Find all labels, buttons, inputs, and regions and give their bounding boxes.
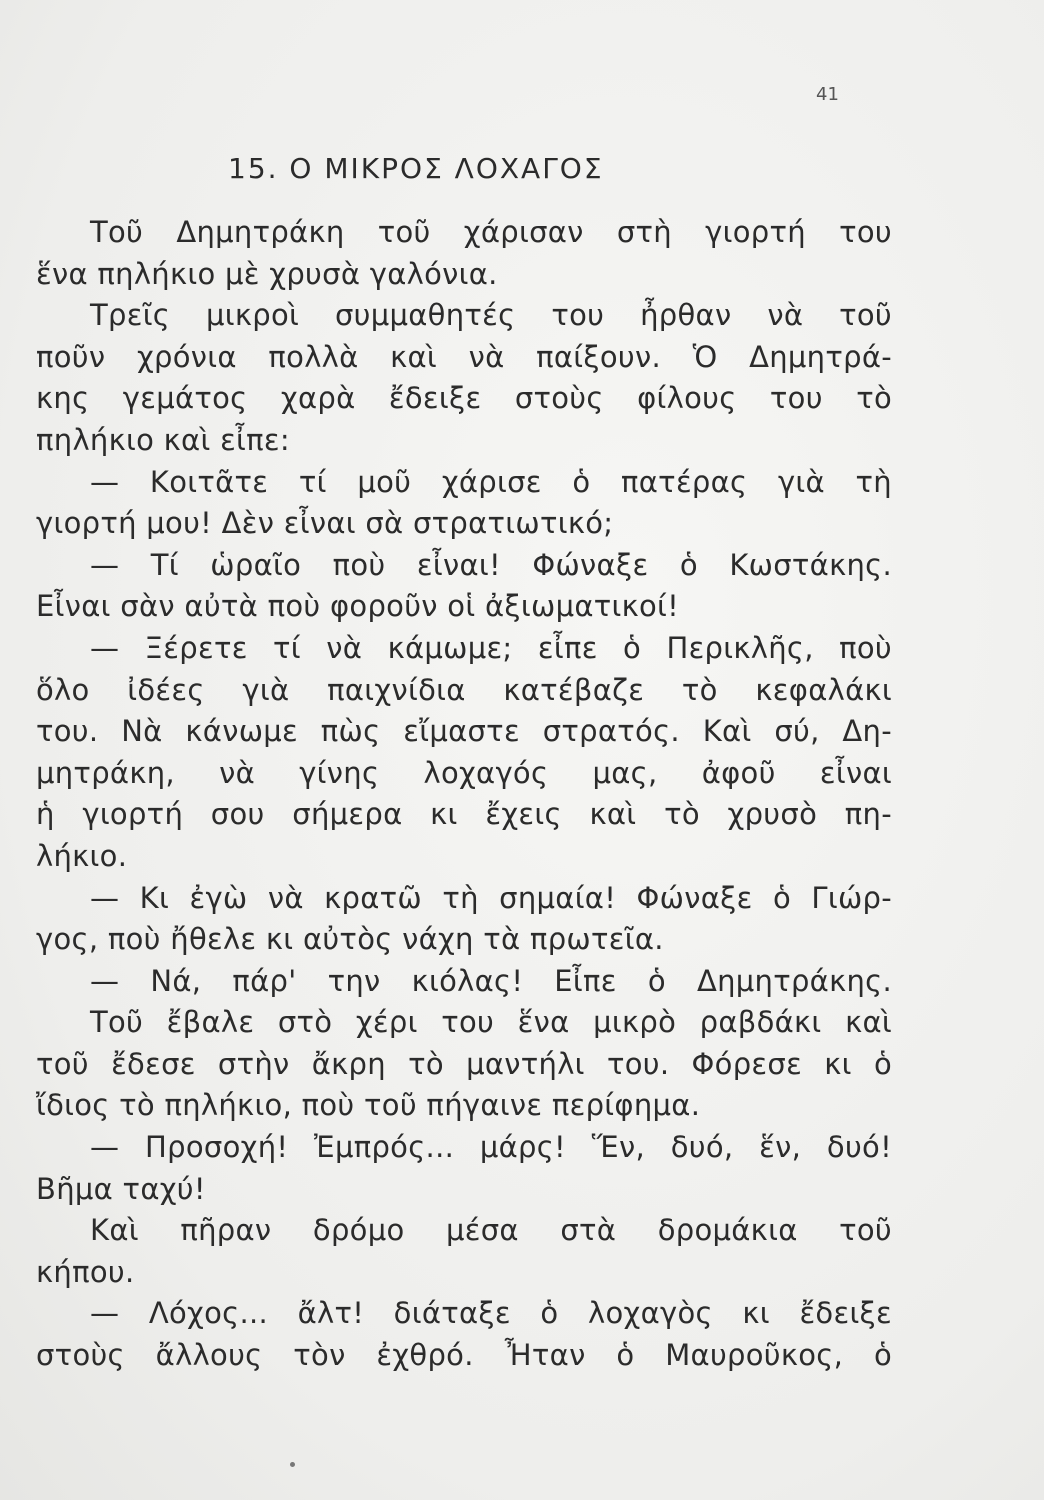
text-line: μητράκη, νὰ γίνης λοχαγός μας, ἀφοῦ εἶναι <box>36 755 892 790</box>
body-text <box>36 212 892 1377</box>
text-line: Βῆμα ταχύ! <box>36 1171 206 1206</box>
text-line: — Προσοχή! Ἐμπρός... μάρς! Ἕν, δυό, ἕν, δυό! <box>90 1130 892 1165</box>
text-line: κήπου. <box>36 1254 135 1289</box>
text-line: — Νά, πάρ' την κιόλας! Εἶπε ὁ Δημητράκης. <box>90 963 892 998</box>
text-line: στοὺς ἄλλους τὸν ἐχθρό. Ἦταν ὁ Μαυροῦκος, ὁ <box>36 1338 892 1373</box>
text-line: Τοῦ Δημητράκη τοῦ χάρισαν στὴ γιορτή του <box>90 215 892 249</box>
text-line: ἡ γιορτή σου σήμερα κι ἔχεις καὶ τὸ χρυσὸ πη- <box>36 797 892 832</box>
text-line: — Τί ὡραῖο ποὺ εἶναι! Φώναξε ὁ Κωστάκης. <box>90 547 892 582</box>
ink-speck <box>290 1462 295 1467</box>
text-line: — Ξέρετε τί νὰ κάμωμε; εἶπε ὁ Περικλῆς, ποὺ <box>90 630 892 665</box>
text-line: — Λόχος... ἄλτ! διάταξε ὁ λοχαγὸς κι ἔδειξε <box>90 1296 892 1331</box>
text-line: λήκιο. <box>36 838 128 873</box>
text-line: Εἶναι σὰν αὐτὰ ποὺ φοροῦν οἱ ἀξιωματικοί! <box>36 589 680 624</box>
page-number: 41 <box>816 84 839 105</box>
text-line: πηλήκιο καὶ εἶπε: <box>36 422 290 457</box>
text-line: κης γεμάτος χαρὰ ἔδειξε στοὺς φίλους του τὸ <box>36 381 892 416</box>
text-line: ὅλο ἰδέες γιὰ παιχνίδια κατέβαζε τὸ κεφαλάκι <box>36 672 892 707</box>
text-line: — Κοιτᾶτε τί μοῦ χάρισε ὁ πατέρας γιὰ τὴ <box>90 464 892 499</box>
text-line: ἴδιος τὸ πηλήκιο, ποὺ τοῦ πήγαινε περίφημα. <box>36 1088 701 1123</box>
text-line: γος, ποὺ ἤθελε κι αὐτὸς νάχη τὰ πρωτεῖα. <box>36 922 664 957</box>
text-line: ποῦν χρόνια πολλὰ καὶ νὰ παίξουν. Ὁ Δημητρά- <box>36 339 892 374</box>
text-line: Καὶ πῆραν δρόμο μέσα στὰ δρομάκια τοῦ <box>90 1213 892 1248</box>
text-line: — Κι ἐγὼ νὰ κρατῶ τὴ σημαία! Φώναξε ὁ Γιώρ- <box>90 880 892 915</box>
text-line: του. Νὰ κάνωμε πὼς εἴμαστε στρατός. Καὶ σύ, Δη- <box>36 714 892 749</box>
text-line: Τοῦ ἔβαλε στὸ χέρι του ἕνα μικρὸ ραβδάκι καὶ <box>90 1005 892 1040</box>
text-line: γιορτή μου! Δὲν εἶναι σὰ στρατιωτικό; <box>36 506 614 541</box>
text-line: ἕνα πηλήκιο μὲ χρυσὰ γαλόνια. <box>36 256 498 291</box>
text-line: Τρεῖς μικροὶ συμμαθητές του ἦρθαν νὰ τοῦ <box>90 298 892 333</box>
chapter-title: 15. Ο ΜΙΚΡΟΣ ΛΟΧΑΓΟΣ <box>228 152 604 185</box>
text-line: τοῦ ἔδεσε στὴν ἄκρη τὸ μαντήλι του. Φόρεσε κι ὁ <box>36 1046 892 1081</box>
